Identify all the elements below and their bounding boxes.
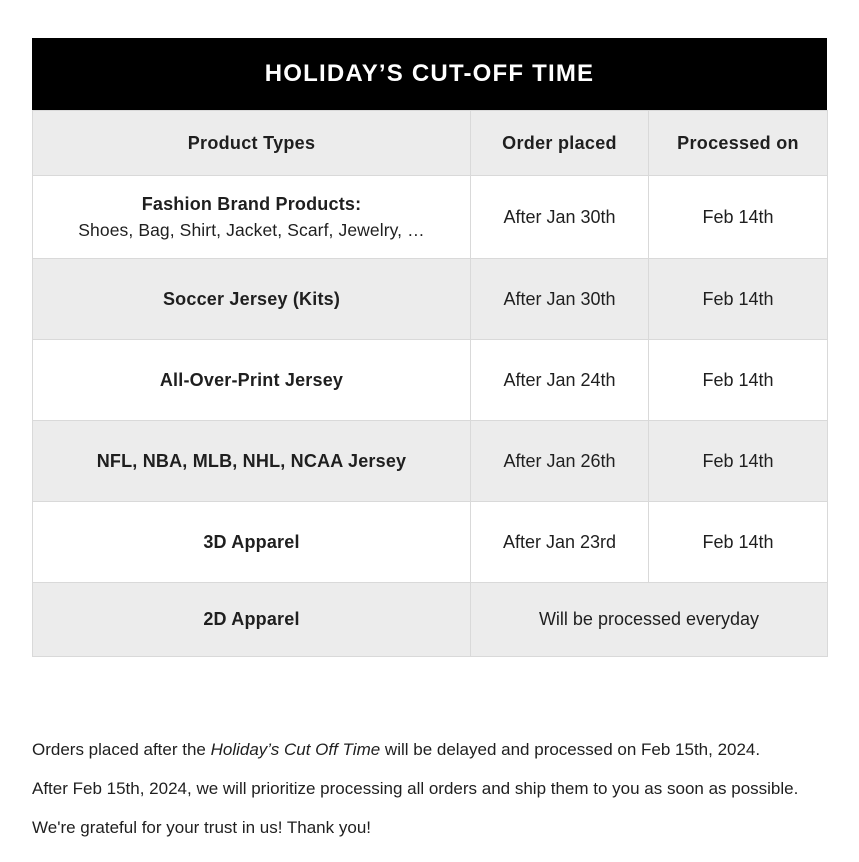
product-cell: Soccer Jersey (Kits) (33, 259, 471, 340)
product-cell: NFL, NBA, MLB, NHL, NCAA Jersey (33, 421, 471, 502)
order-placed-cell: After Jan 30th (471, 176, 649, 259)
processed-on-cell: Feb 14th (649, 259, 828, 340)
note-line-2: After Feb 15th, 2024, we will prioritize processing all orders and ship them to you as soon as possible. (32, 779, 799, 798)
footer-notes (32, 730, 859, 847)
table-row-fashion-brand (33, 176, 828, 259)
table-row-2d-apparel (33, 583, 828, 657)
header-row (33, 111, 828, 176)
note-line-3: We're grateful for your trust in us! Thank you! (32, 818, 371, 837)
holiday-cutoff-notice (32, 38, 827, 657)
col-header-processed-on: Processed on (649, 111, 828, 176)
table-row-soccer-jersey (33, 259, 828, 340)
note-line-1 (32, 730, 859, 769)
order-placed-cell: After Jan 26th (471, 421, 649, 502)
product-subtext: Shoes, Bag, Shirt, Jacket, Scarf, Jewelry, … (78, 219, 425, 240)
order-placed-cell: After Jan 23rd (471, 502, 649, 583)
cutoff-table (32, 110, 828, 657)
table-header (33, 111, 828, 176)
page-title: HOLIDAY’S CUT-OFF TIME (264, 60, 595, 87)
order-placed-cell: After Jan 24th (471, 340, 649, 421)
table-row-3d-apparel (33, 502, 828, 583)
product-cell: 2D Apparel (33, 583, 471, 657)
merged-processing-cell: Will be processed everyday (471, 583, 828, 657)
processed-on-cell: Feb 14th (649, 502, 828, 583)
processed-on-cell: Feb 14th (649, 340, 828, 421)
table-row-league-jersey (33, 421, 828, 502)
note-line-1-prefix: Orders placed after the (32, 740, 211, 759)
order-placed-cell: After Jan 30th (471, 259, 649, 340)
col-header-order-placed: Order placed (471, 111, 649, 176)
note-line-1-suffix: will be delayed and processed on Feb 15th, 2024. (380, 740, 761, 759)
product-cell (33, 176, 471, 259)
col-header-product-types: Product Types (33, 111, 471, 176)
product-name: Fashion Brand Products: (141, 193, 362, 214)
product-cell: All-Over-Print Jersey (33, 340, 471, 421)
processed-on-cell: Feb 14th (649, 176, 828, 259)
processed-on-cell: Feb 14th (649, 421, 828, 502)
table-row-all-over-print (33, 340, 828, 421)
note-line-1-italic: Holiday’s Cut Off Time (210, 740, 381, 759)
title-bar (32, 38, 827, 110)
product-cell: 3D Apparel (33, 502, 471, 583)
